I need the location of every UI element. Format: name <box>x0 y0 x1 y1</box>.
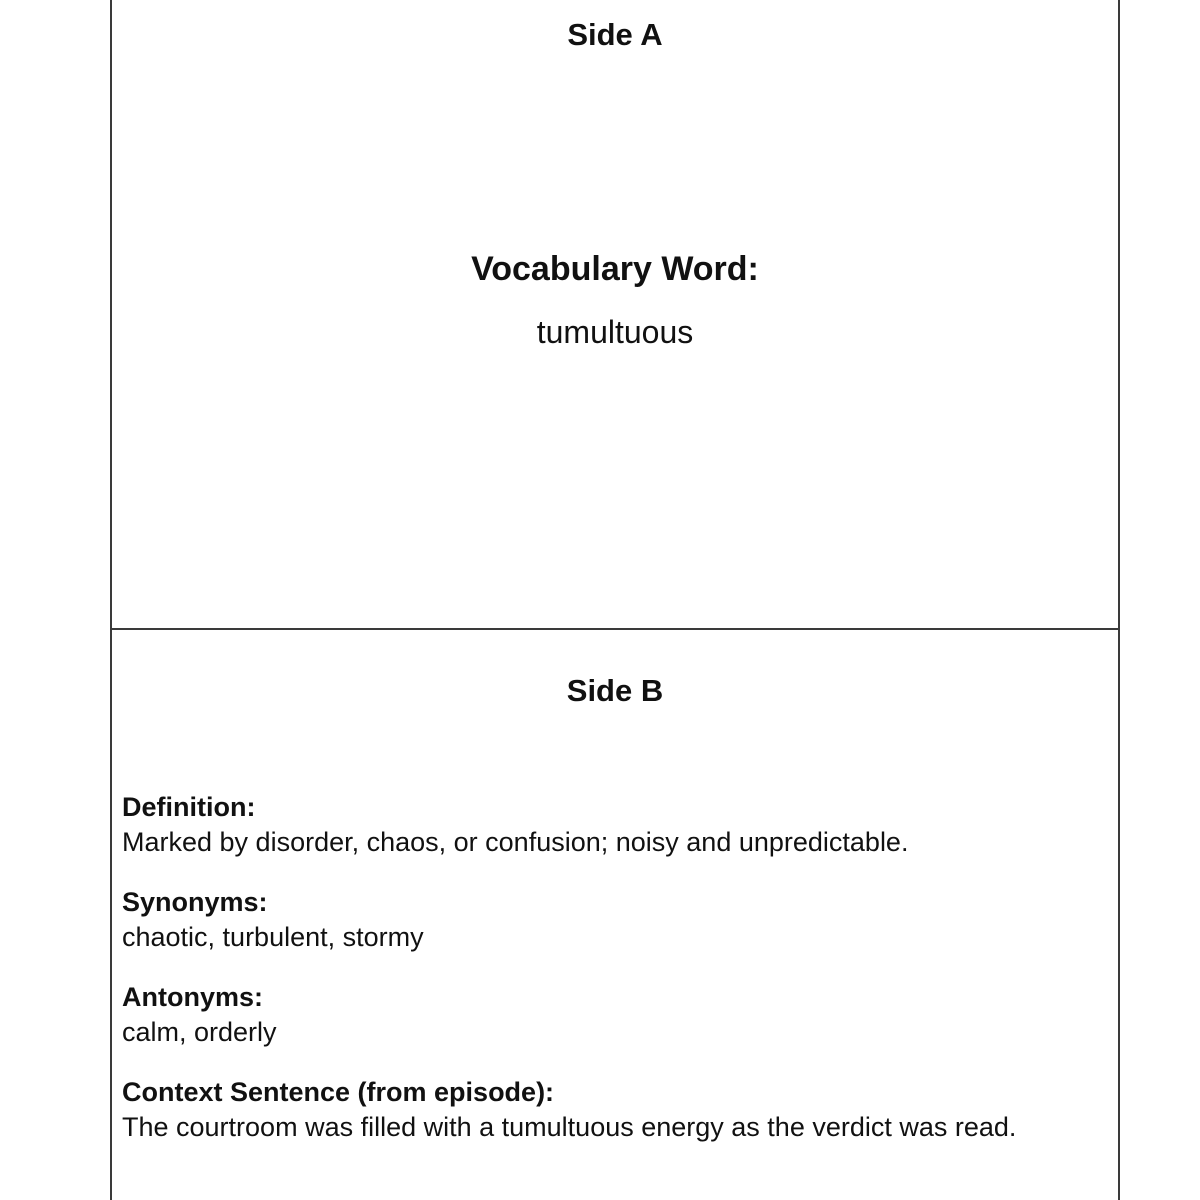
side-b-fields <box>122 790 1108 1170</box>
context-sentence-label: Context Sentence (from episode): <box>122 1077 555 1107</box>
vocabulary-word: tumultuous <box>536 314 694 350</box>
antonyms-field <box>122 980 1108 1050</box>
vocabulary-word-heading: Vocabulary Word: <box>471 250 759 288</box>
antonyms-text: calm, orderly <box>122 1017 277 1047</box>
antonyms-label: Antonyms: <box>122 982 263 1012</box>
definition-field <box>122 790 1108 860</box>
side-b-title: Side B <box>566 673 664 708</box>
context-sentence-text: The courtroom was filled with a tumultuous energy as the verdict was read. <box>122 1112 1017 1142</box>
synonyms-text: chaotic, turbulent, stormy <box>122 922 424 952</box>
synonyms-label: Synonyms: <box>122 887 268 917</box>
flashcard-sheet <box>110 0 1120 1200</box>
side-a-panel <box>112 0 1118 630</box>
side-b-panel <box>112 630 1118 1200</box>
side-a-title: Side A <box>567 17 663 52</box>
context-sentence-field <box>122 1075 1108 1145</box>
definition-label: Definition: <box>122 792 256 822</box>
definition-text: Marked by disorder, chaos, or confusion; noisy and unpredictable. <box>122 827 909 857</box>
synonyms-field <box>122 885 1108 955</box>
